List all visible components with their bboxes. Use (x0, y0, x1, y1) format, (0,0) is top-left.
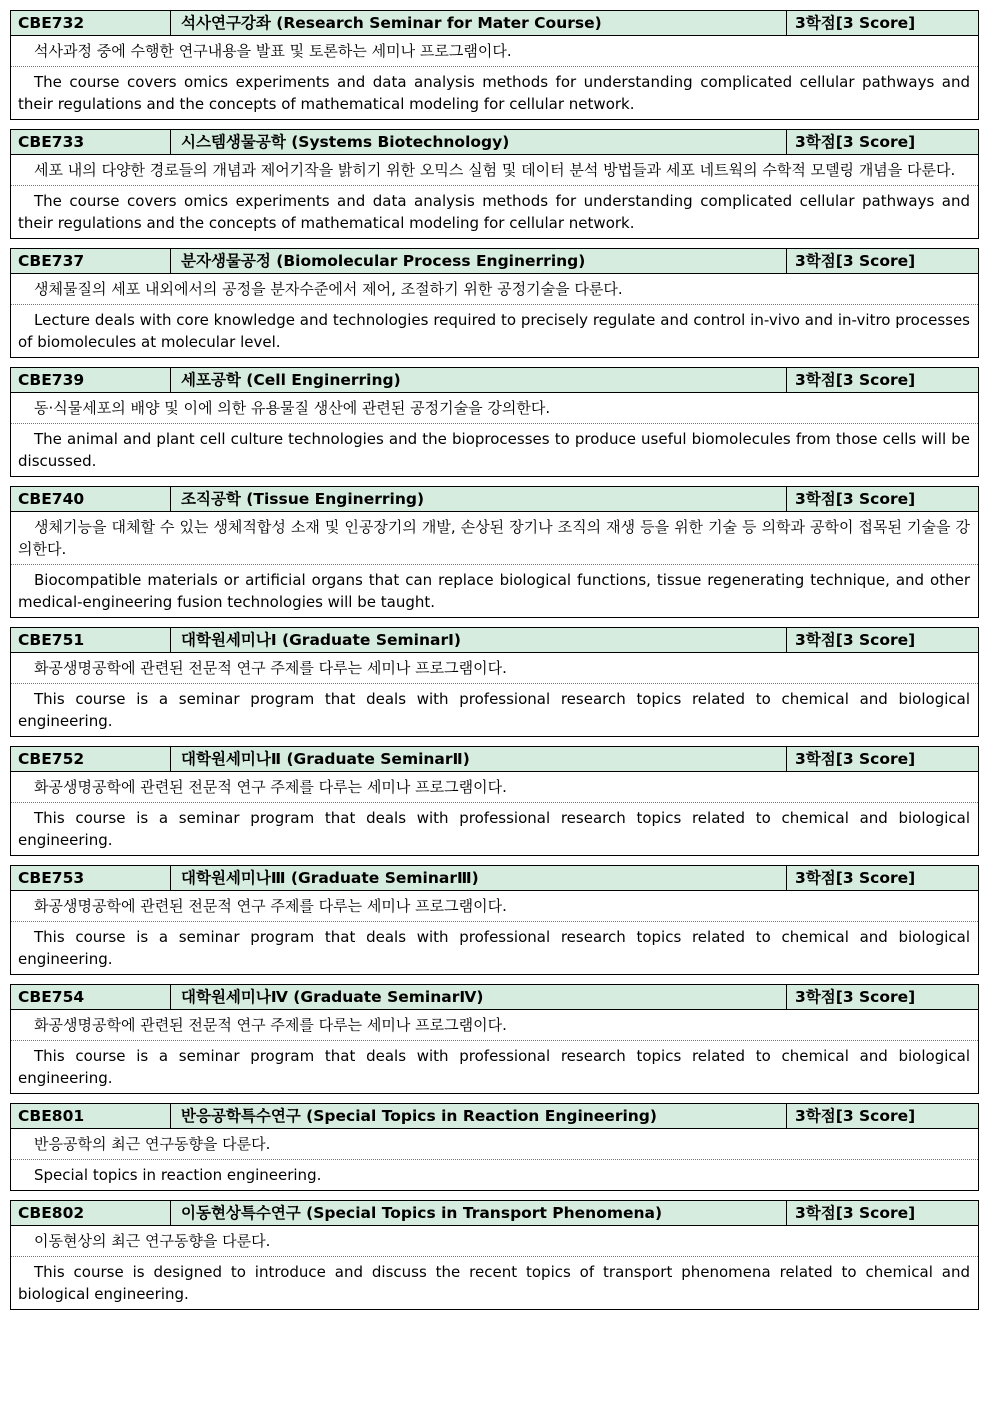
course-description-english: Special topics in reaction engineering. (34, 1166, 322, 1184)
course-title: 대학원세미나Ⅳ (Graduate SeminarⅣ) (171, 985, 787, 1009)
course-title: 세포공학 (Cell Enginerring) (171, 368, 787, 392)
course-code: CBE740 (11, 487, 171, 511)
course-code: CBE732 (11, 11, 171, 35)
course-credit: 3학점[3 Score] (795, 14, 916, 32)
course-code: CBE751 (11, 628, 171, 652)
course-header (11, 249, 978, 274)
course-block (10, 1200, 979, 1310)
course-description-english: This course is a seminar program that deals with professional research topics related to chemical and biological engineering. (18, 690, 970, 730)
course-credit: 3학점[3 Score] (795, 133, 916, 151)
course-description-korean: 이동현상의 최근 연구동향을 다룬다. (11, 1226, 978, 1257)
course-code: CBE753 (11, 866, 171, 890)
course-description-english: This course is a seminar program that deals with professional research topics related to chemical and biological engineering. (18, 809, 970, 849)
course-description-korean: 반응공학의 최근 연구동향을 다룬다. (11, 1129, 978, 1160)
course-title: 석사연구강좌 (Research Seminar for Mater Course) (171, 11, 787, 35)
course-description-korean: 석사과정 중에 수행한 연구내용을 발표 및 토론하는 세미나 프로그램이다. (11, 36, 978, 67)
course-block (10, 627, 979, 737)
course-description-english: The course covers omics experiments and data analysis methods for understanding complicated cellular pathways and their regulations and the concepts of mathematical modeling for cellular network. (18, 73, 970, 113)
course-block (10, 984, 979, 1094)
course-title: 대학원세미나Ⅱ (Graduate SeminarⅡ) (171, 747, 787, 771)
course-code: CBE802 (11, 1201, 171, 1225)
course-block (10, 486, 979, 618)
course-description-english: The animal and plant cell culture technologies and the bioprocesses to produce useful biomolecules from those cells will be discussed. (18, 430, 970, 470)
course-title: 대학원세미나Ⅰ (Graduate SeminarⅠ) (171, 628, 787, 652)
course-title: 반응공학특수연구 (Special Topics in Reaction Engineering) (171, 1104, 787, 1128)
course-description-english: This course is a seminar program that deals with professional research topics related to chemical and biological engineering. (18, 928, 970, 968)
course-description-korean: 생체기능을 대체할 수 있는 생체적합성 소재 및 인공장기의 개발, 손상된 장기나 조직의 재생 등을 위한 기술 등 의학과 공학이 접목된 기술을 강의한다. (11, 512, 978, 565)
course-description-english: This course is a seminar program that deals with professional research topics related to chemical and biological engineering. (18, 1047, 970, 1087)
course-header (11, 1104, 978, 1129)
course-code: CBE737 (11, 249, 171, 273)
course-header (11, 130, 978, 155)
course-block (10, 746, 979, 856)
course-header (11, 368, 978, 393)
course-block (10, 10, 979, 120)
course-header (11, 11, 978, 36)
course-title: 조직공학 (Tissue Enginerring) (171, 487, 787, 511)
course-description-korean: 화공생명공학에 관련된 전문적 연구 주제를 다루는 세미나 프로그램이다. (11, 653, 978, 684)
course-description-korean: 세포 내의 다양한 경로들의 개념과 제어기작을 밝히기 위한 오믹스 실험 및 데이터 분석 방법들과 세포 네트웍의 수학적 모델링 개념을 다룬다. (11, 155, 978, 186)
course-code: CBE752 (11, 747, 171, 771)
course-title: 이동현상특수연구 (Special Topics in Transport Phenomena) (171, 1201, 787, 1225)
course-description-english: Biocompatible materials or artificial organs that can replace biological functions, tissue regenerating technique, and other medical-engineering fusion technologies will be taught. (18, 571, 970, 611)
course-title: 시스템생물공학 (Systems Biotechnology) (171, 130, 787, 154)
course-block (10, 248, 979, 358)
course-description-korean: 화공생명공학에 관련된 전문적 연구 주제를 다루는 세미나 프로그램이다. (11, 1010, 978, 1041)
course-description-korean: 화공생명공학에 관련된 전문적 연구 주제를 다루는 세미나 프로그램이다. (11, 891, 978, 922)
course-description-english: Lecture deals with core knowledge and technologies required to precisely regulate and control in-vivo and in-vitro processes of biomolecules at molecular level. (18, 311, 970, 351)
course-credit: 3학점[3 Score] (795, 252, 916, 270)
course-credit: 3학점[3 Score] (795, 988, 916, 1006)
course-title: 분자생물공정 (Biomolecular Process Enginerring) (171, 249, 787, 273)
course-block (10, 129, 979, 239)
course-block (10, 865, 979, 975)
course-header (11, 1201, 978, 1226)
course-description-english: This course is designed to introduce and discuss the recent topics of transport phenomena related to chemical and biological engineering. (18, 1263, 970, 1303)
course-list (10, 10, 979, 1319)
course-credit: 3학점[3 Score] (795, 1107, 916, 1125)
course-code: CBE801 (11, 1104, 171, 1128)
course-header (11, 985, 978, 1010)
course-block (10, 1103, 979, 1191)
course-header (11, 487, 978, 512)
course-code: CBE739 (11, 368, 171, 392)
course-header (11, 747, 978, 772)
course-credit: 3학점[3 Score] (795, 750, 916, 768)
course-header (11, 628, 978, 653)
course-description-korean: 화공생명공학에 관련된 전문적 연구 주제를 다루는 세미나 프로그램이다. (11, 772, 978, 803)
course-credit: 3학점[3 Score] (795, 1204, 916, 1222)
course-description-english: The course covers omics experiments and data analysis methods for understanding complicated cellular pathways and their regulations and the concepts of mathematical modeling for cellular network. (18, 192, 970, 232)
course-code: CBE754 (11, 985, 171, 1009)
course-title: 대학원세미나Ⅲ (Graduate SeminarⅢ) (171, 866, 787, 890)
course-header (11, 866, 978, 891)
course-code: CBE733 (11, 130, 171, 154)
course-description-korean: 동·식물세포의 배양 및 이에 의한 유용물질 생산에 관련된 공정기술을 강의한다. (11, 393, 978, 424)
course-credit: 3학점[3 Score] (795, 631, 916, 649)
course-credit: 3학점[3 Score] (795, 371, 916, 389)
course-description-korean: 생체물질의 세포 내외에서의 공정을 분자수준에서 제어, 조절하기 위한 공정기술을 다룬다. (11, 274, 978, 305)
course-credit: 3학점[3 Score] (795, 490, 916, 508)
course-block (10, 367, 979, 477)
course-credit: 3학점[3 Score] (795, 869, 916, 887)
